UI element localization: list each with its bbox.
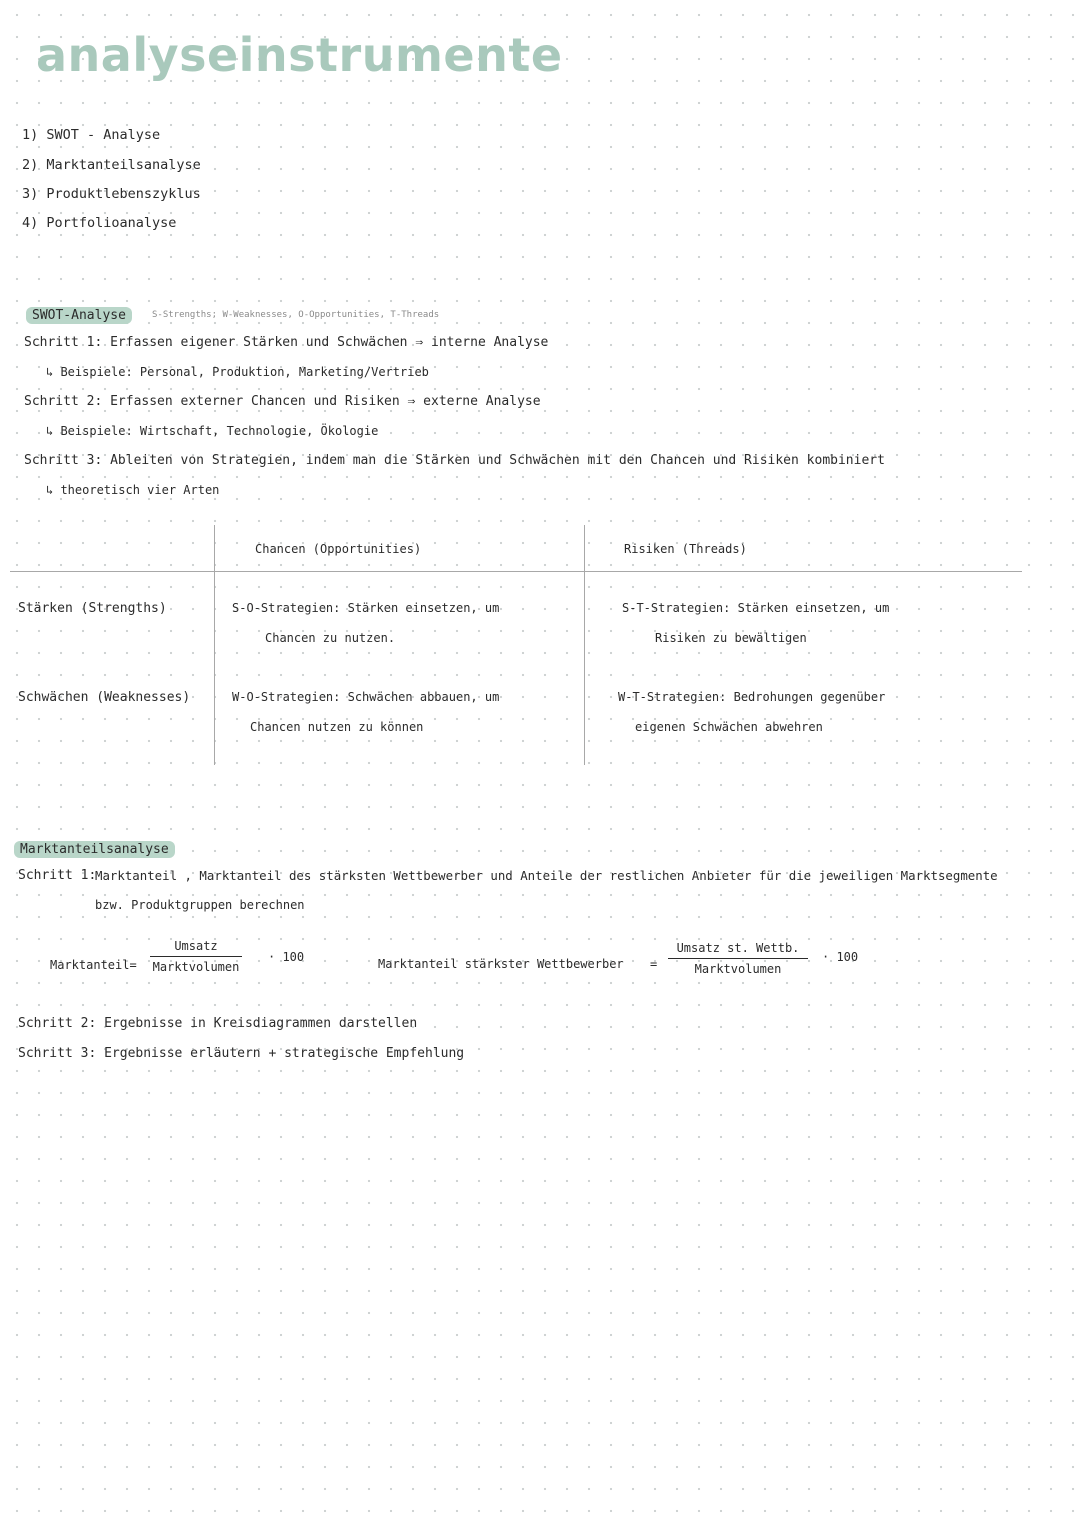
market-heading: Marktanteilsanalyse <box>14 841 175 858</box>
table-row-strengths: Stärken (Strengths) <box>18 601 167 616</box>
market-step-1-label: Schritt 1: <box>18 868 97 883</box>
formula-1-denominator: Marktvolumen <box>152 960 240 974</box>
swot-step-3: Schritt 3: Ableiten von Strategien, indem man die Stärken und Schwächen mit den Chancen und Risiken kombiniert <box>24 453 885 468</box>
swot-step-2-example: ↳ Beispiele: Wirtschaft, Technologie, Ökologie <box>46 424 379 438</box>
market-step-1-line-2: bzw. Produktgruppen berechnen <box>95 898 305 912</box>
market-section-heading <box>14 838 175 857</box>
st-strategy-line-2: Risiken zu bewältigen <box>655 631 807 645</box>
formula-1-lhs: Marktanteil= <box>50 958 137 972</box>
swot-abbreviation-note: S-Strengths; W-Weaknesses, O-Opportunities, T-Threads <box>152 310 440 320</box>
formula-1-fraction-bar <box>150 956 242 957</box>
wo-strategy-line-1: W-O-Strategien: Schwächen abbauen, um <box>232 690 500 704</box>
formula-2-denominator: Marktvolumen <box>694 962 782 976</box>
table-column-divider-1 <box>214 525 215 765</box>
st-strategy-line-1: S-T-Strategien: Stärken einsetzen, um <box>622 601 890 615</box>
swot-heading: SWOT-Analyse <box>26 307 132 324</box>
formula-1-numerator: Umsatz <box>174 939 218 953</box>
formula-2-equals: = <box>650 957 658 971</box>
toc-item-portfolio: 4) Portfolioanalyse <box>22 215 177 231</box>
toc-item-swot: 1) SWOT - Analyse <box>22 127 161 143</box>
wt-strategy-line-2: eigenen Schwächen abwehren <box>635 720 823 734</box>
table-row-weaknesses: Schwächen (Weaknesses) <box>18 690 191 705</box>
swot-step-3-note: ↳ theoretisch vier Arten <box>46 483 220 497</box>
market-step-3: Schritt 3: Ergebnisse erläutern + strategische Empfehlung <box>18 1046 465 1061</box>
swot-section-heading <box>26 304 132 323</box>
market-step-2: Schritt 2: Ergebnisse in Kreisdiagrammen darstellen <box>18 1016 418 1031</box>
wo-strategy-line-2: Chancen nutzen zu können <box>250 720 424 734</box>
toc-item-marktanteil: 2) Marktanteilsanalyse <box>22 157 201 173</box>
market-step-1-line-1: Marktanteil , Marktanteil des stärksten Wettbewerber und Anteile der restlichen Anbieter für die jeweiligen Marktsegmente <box>95 868 998 883</box>
formula-1-fraction <box>150 939 242 974</box>
formula-1-factor: · 100 <box>268 950 305 964</box>
formula-2-lhs: Marktanteil stärkster Wettbewerber <box>378 957 624 971</box>
swot-step-1: Schritt 1: Erfassen eigener Stärken und Schwächen ⇒ interne Analyse <box>24 335 549 350</box>
formula-2-fraction <box>668 941 808 976</box>
table-column-divider-2 <box>584 525 585 765</box>
table-header-threats: Risiken (Threads) <box>624 542 747 556</box>
swot-step-1-example: ↳ Beispiele: Personal, Produktion, Marketing/Vertrieb <box>46 365 429 379</box>
wt-strategy-line-1: W-T-Strategien: Bedrohungen gegenüber <box>618 690 886 704</box>
so-strategy-line-1: S-O-Strategien: Stärken einsetzen, um <box>232 601 500 615</box>
toc-item-produktlebenszyklus: 3) Produktlebenszyklus <box>22 186 201 202</box>
formula-2-numerator: Umsatz st. Wettb. <box>676 941 800 955</box>
table-header-divider <box>10 571 1022 572</box>
table-header-opportunities: Chancen (Opportunities) <box>255 542 422 556</box>
so-strategy-line-2: Chancen zu nutzen. <box>265 631 396 645</box>
formula-2-fraction-bar <box>668 958 808 959</box>
formula-2-factor: · 100 <box>822 950 859 964</box>
page-title: analyseinstrumente <box>36 28 563 82</box>
swot-step-2: Schritt 2: Erfassen externer Chancen und Risiken ⇒ externe Analyse <box>24 394 541 409</box>
